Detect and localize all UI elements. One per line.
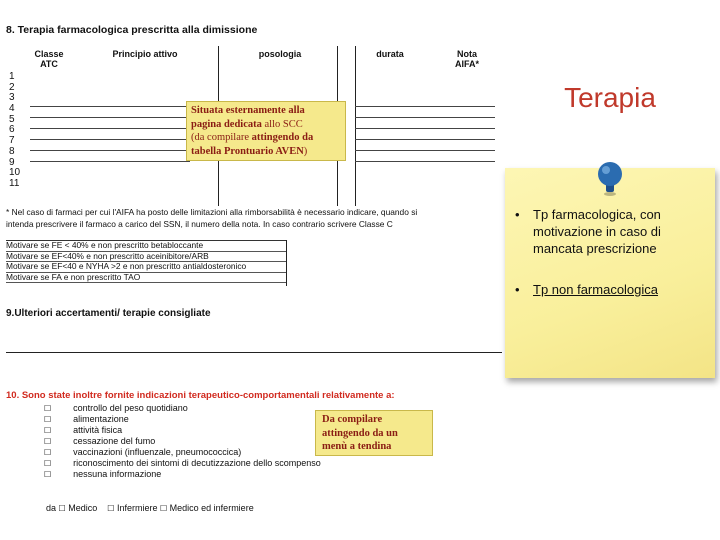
bullet-non-farmacologica: • Tp non farmacologica: [515, 282, 659, 297]
motivazione-row: Motivare se FA e non prescritto TAO: [6, 273, 286, 284]
checkbox[interactable]: ☐: [44, 459, 52, 468]
footnote-line: intenda prescrivere il farmaco a carico del SSN, il numero della nota. In caso contrario scrivere Classe C: [6, 218, 393, 229]
row-number: 9: [9, 156, 15, 168]
list-item: ☐ cessazione del fumo: [44, 436, 156, 446]
sticky-note: [505, 168, 715, 378]
row-numbers: [9, 72, 23, 190]
list-item: ☐ nessuna informazione: [44, 469, 162, 479]
indicazioni-list: [44, 403, 321, 480]
header-posologia: posologia: [258, 49, 302, 59]
callout-line: tabella Prontuario AVEN): [191, 145, 308, 157]
aifa-footnote: [6, 207, 501, 230]
header-durata: durata: [376, 49, 404, 59]
motivazioni-block: [6, 240, 286, 283]
section8-title: 8. Terapia farmacologica prescritta alla dimissione: [6, 24, 258, 36]
row-number: 10: [9, 167, 21, 179]
callout-line: Situata esternamente alla: [191, 105, 305, 116]
row-number: 5: [9, 113, 15, 125]
motivazioni-border: [286, 240, 287, 286]
slide-title: Terapia: [564, 82, 656, 113]
callout-line: menù a tendina: [322, 441, 392, 452]
row-number: 3: [9, 92, 15, 104]
motivazione-row: Motivare se EF<40% e non prescritto aceinibitore/ARB: [6, 252, 286, 263]
row-number: 8: [9, 145, 15, 157]
footnote-line: * Nel caso di farmaci per cui l'AIFA ha posto delle limitazioni alla rimborsabilità è necessario indicare, quando si: [6, 207, 418, 217]
checkbox[interactable]: ☐: [159, 504, 168, 513]
checkbox[interactable]: ☐: [44, 415, 52, 424]
section9-title: 9.Ulteriori accertamenti/ terapie consigliate: [6, 308, 211, 319]
compilato-da: da ☐ Medico ☐ Infermiere ☐ Medico ed infermiere: [46, 503, 254, 513]
section10-title: 10. Sono state inoltre fornite indicazioni terapeutico-comportamentali relativamente a:: [6, 390, 395, 401]
row-number: 1: [9, 71, 15, 82]
checkbox[interactable]: ☐: [58, 504, 66, 513]
row-number: 7: [9, 135, 15, 147]
callout-line: attingendo da un: [322, 427, 398, 439]
row-number: 4: [9, 103, 15, 115]
bullet-farmacologica: • Tp farmacologica, con motivazione in caso di mancata prescrizione: [515, 207, 661, 256]
checkbox[interactable]: ☐: [44, 470, 52, 479]
section9-line: [6, 352, 502, 353]
header-nota-aifa: Nota AIFA*: [454, 49, 479, 69]
list-item: ☐ attività fisica: [44, 425, 123, 435]
checkbox[interactable]: ☐: [44, 426, 52, 435]
row-number: 11: [9, 177, 20, 189]
motivazione-row: Motivare se EF<40 e NYHA >2 e non prescritto antialdosteronico: [6, 262, 286, 273]
pushpin-icon: [591, 160, 629, 200]
header-classe: Classe ATC: [34, 49, 64, 69]
list-item: ☐ alimentazione: [44, 414, 129, 424]
header-principio-attivo: Principio attivo: [112, 49, 178, 59]
checkbox[interactable]: ☐: [44, 404, 52, 413]
motivazione-row: Motivare se FE < 40% e non prescritto betabloccante: [6, 241, 286, 252]
row-number: 6: [9, 124, 15, 136]
row-number: 2: [9, 81, 15, 93]
callout-line: (da compilare attingendo da: [191, 132, 314, 143]
callout-line: Da compilare: [322, 414, 383, 425]
checkbox[interactable]: ☐: [107, 504, 115, 513]
checkbox[interactable]: ☐: [44, 437, 52, 446]
list-item: ☐ controllo del peso quotidiano: [44, 403, 188, 413]
callout-prontuario: [186, 101, 346, 161]
list-item: ☐ riconoscimento dei sintomi di decutizzazione dello scompenso: [44, 458, 321, 468]
callout-menu-tendina: [315, 410, 433, 456]
checkbox[interactable]: ☐: [44, 448, 52, 457]
callout-line: pagina dedicata allo SCC: [191, 118, 303, 130]
list-item: ☐ vaccinazioni (influenzale, pneumococcica): [44, 447, 242, 457]
